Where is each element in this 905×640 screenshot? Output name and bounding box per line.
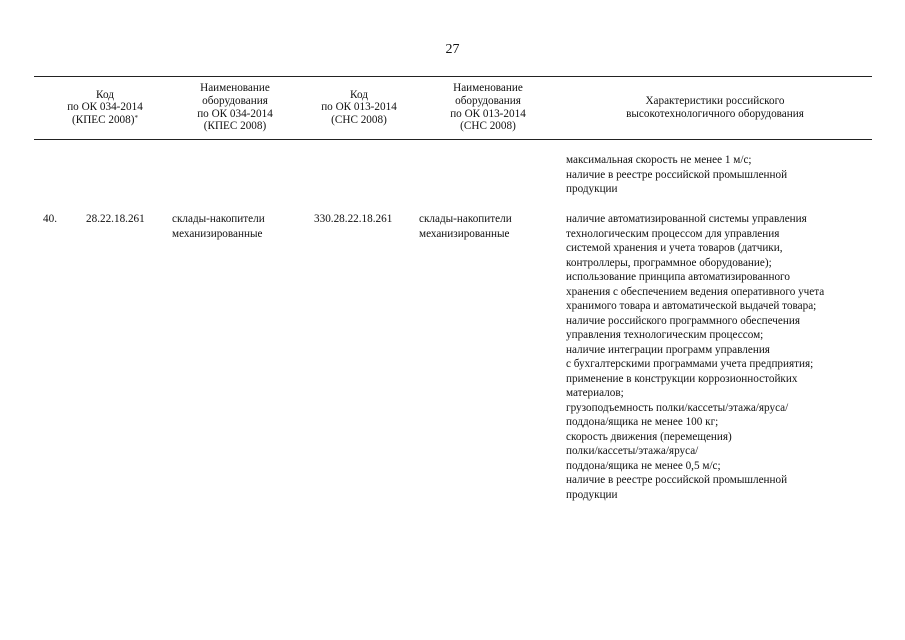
- footnote-mark: *: [134, 113, 138, 122]
- row-name-okof: склады-накопители механизированные: [419, 213, 512, 240]
- header-characteristics: [558, 76, 872, 139]
- row-number: 40.: [43, 213, 57, 225]
- continuation-characteristics: максимальная скорость не менее 1 м/с; наличие в реестре российской промышленной продукции: [566, 154, 788, 195]
- row-name-okpd: склады-накопители механизированные: [172, 213, 265, 240]
- page-number: 27: [445, 42, 460, 57]
- header-code-okpd-text: Код по ОК 034-2014 (КПЕС 2008): [67, 88, 143, 126]
- header-code-okof-text: Код по ОК 013-2014 (СНС 2008): [321, 88, 397, 126]
- header-code-okof: [300, 76, 418, 139]
- row-code-okpd: 28.22.18.261: [86, 213, 145, 225]
- header-name-okof-text: Наименование оборудования по ОК 013-2014 (СНС 2008): [450, 82, 526, 133]
- row-code-okof: 330.28.22.18.261: [314, 213, 393, 225]
- table-header-rule: [34, 139, 872, 140]
- header-name-okpd: [170, 76, 300, 139]
- header-characteristics-text: Характеристики российского высокотехнологичного оборудования: [626, 94, 804, 120]
- header-name-okpd-text: Наименование оборудования по ОК 034-2014 (КПЕС 2008): [197, 82, 273, 133]
- row-characteristics: наличие автоматизированной системы управления технологическим процессом для управления системой хранения и учета товаров (датчики, контроллеры, программное оборудование); использование принципа автоматизированного хранения с обеспечением ведения оперативного учета хранимого товара и автоматической выдачей товара; наличие российского программного обеспечения управления технологическим процессом; наличие интеграции программ управления с бухгалтерскими программами учета предприятия; применение в конструкции коррозионностойких материалов; грузоподъемность полки/кассеты/этажа/яруса/ поддона/ящика не менее 100 кг; скорость движения (перемещения) полки/кассеты/этажа/яруса/ поддона/ящика не менее 0,5 м/с; наличие в реестре российской промышленной продукции: [566, 213, 825, 501]
- header-code-okpd: [40, 76, 170, 139]
- header-name-okof: [418, 76, 558, 139]
